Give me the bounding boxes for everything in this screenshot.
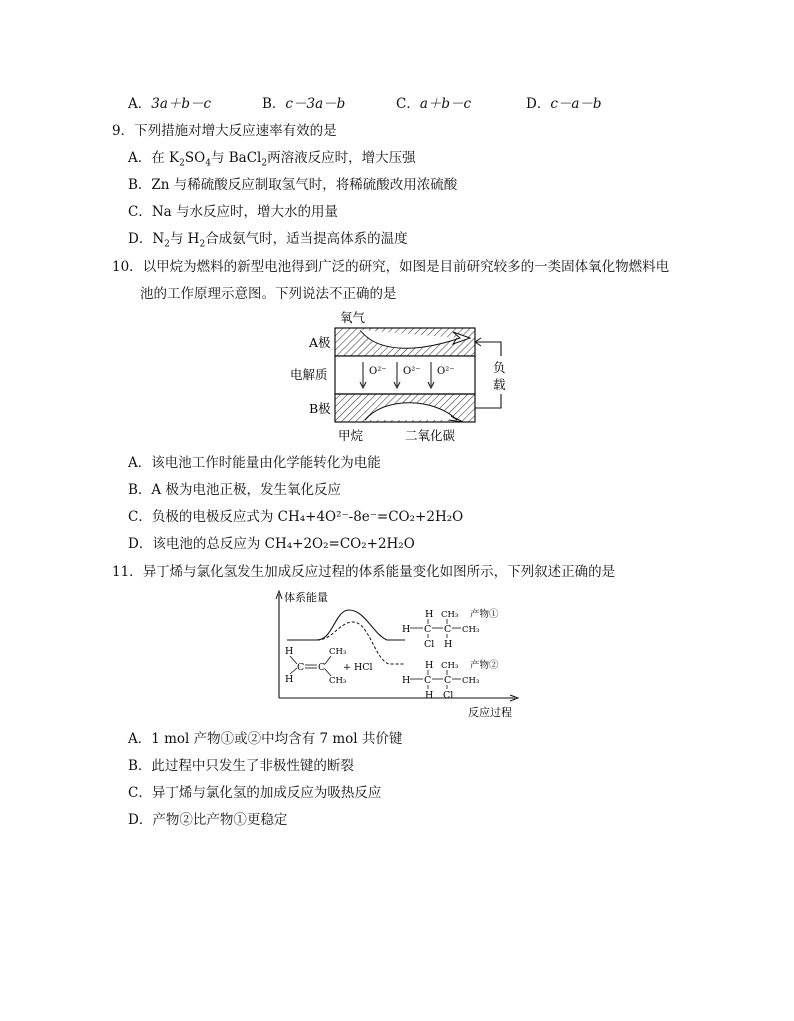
group-label: CH₃	[329, 647, 347, 657]
atom-label: H	[444, 639, 453, 650]
group-label: CH₃	[462, 676, 480, 686]
atom-label: Cl	[424, 639, 435, 650]
option-letter: D．	[526, 96, 551, 112]
load-label-1: 负	[493, 360, 506, 375]
option-text: 1 mol 产物①或②中均含有 7 mol 共价键	[151, 731, 403, 747]
option-letter: C．	[128, 509, 152, 525]
option-text: 两溶液反应时，增大压强	[267, 150, 416, 166]
b-pole-label: B极	[309, 401, 331, 416]
q10-option-c	[128, 508, 463, 526]
option-letter: D．	[128, 536, 153, 552]
atom-label: H	[425, 690, 434, 701]
oxygen-label: 氧气	[340, 310, 366, 325]
option-letter: D．	[128, 231, 153, 247]
atom-label: C	[444, 624, 452, 635]
q10-option-a	[128, 454, 381, 472]
q10-stem	[112, 258, 669, 276]
option-letter: D．	[128, 812, 153, 828]
option-letter: B．	[128, 177, 152, 193]
option-letter: A．	[128, 96, 152, 112]
option-letter: A．	[128, 731, 152, 747]
q8-option-c	[396, 95, 471, 113]
option-letter: C．	[128, 204, 152, 220]
ion-label: O²⁻	[369, 366, 387, 377]
product2-label: 产物②	[470, 660, 499, 671]
q9-option-c	[128, 203, 338, 221]
y-axis-label: 体系能量	[284, 591, 328, 604]
isobutene-structure	[285, 646, 373, 686]
q11-option-c	[128, 784, 381, 802]
group-label: CH₃	[441, 661, 459, 671]
load-label-2: 载	[493, 377, 506, 392]
atom-label: H	[285, 646, 294, 657]
option-text: a＋b－c	[419, 96, 472, 112]
q11-option-a	[128, 730, 402, 748]
subscript: 4	[205, 158, 211, 169]
atom-label: C	[424, 675, 432, 686]
group-label: CH₃	[329, 676, 347, 686]
q9-option-a	[128, 149, 416, 173]
option-letter: B．	[262, 96, 286, 112]
fuel-cell-diagram	[285, 308, 525, 448]
option-text: 合成氨气时，适当提高体系的温度	[205, 231, 408, 247]
q11-option-d	[128, 811, 287, 829]
option-text: 在 K	[151, 150, 180, 166]
group-label: CH₃	[462, 625, 480, 635]
q8-option-a	[128, 95, 211, 113]
product1-label: 产物①	[470, 609, 499, 620]
question-text: 以甲烷为燃料的新型电池得到广泛的研究，如图是目前研究较多的一类固体氧化物燃料电	[142, 259, 670, 275]
q8-option-d	[526, 95, 602, 113]
co2-label: 二氧化碳	[405, 428, 456, 443]
option-text: 产物②比产物①更稳定	[152, 812, 288, 828]
group-label: CH₃	[441, 610, 459, 620]
subscript: 2	[179, 158, 185, 169]
option-text: 3a＋b－c	[151, 96, 212, 112]
option-text: A 极为电池正极，发生氧化反应	[151, 482, 341, 498]
ion-label: O²⁻	[437, 366, 455, 377]
option-text: 与 BaCl	[210, 150, 262, 166]
atom-label: C	[318, 662, 326, 673]
q10-option-b	[128, 481, 341, 499]
option-letter: C．	[128, 785, 152, 801]
option-letter: B．	[128, 482, 152, 498]
subscript: 2	[164, 239, 170, 250]
atom-label: Cl	[443, 690, 454, 701]
option-text: 异丁烯与氯化氢的加成反应为吸热反应	[151, 785, 382, 801]
option-text: N	[152, 231, 165, 247]
atom-label: C	[297, 662, 305, 673]
question-text: 下列措施对增大反应速率有效的是	[134, 123, 337, 139]
option-text: c－a－b	[550, 96, 602, 112]
option-text: 与 H	[169, 231, 200, 247]
question-number: 11．	[112, 564, 143, 580]
q10-option-d	[128, 535, 415, 553]
subscript: 2	[199, 239, 206, 250]
q11-stem	[112, 563, 615, 581]
option-text: 该电池工作时能量由化学能转化为电能	[151, 455, 381, 471]
atom-label: H	[402, 675, 411, 686]
energy-profile-diagram	[265, 588, 540, 723]
option-letter: B．	[128, 758, 152, 774]
q9-option-b	[128, 176, 457, 194]
option-letter: C．	[396, 96, 420, 112]
option-text: Na 与水反应时，增大水的用量	[151, 204, 338, 220]
question-number: 9．	[112, 123, 135, 139]
a-pole-label: A极	[309, 335, 331, 350]
q10-stem-line2	[140, 285, 397, 303]
q9-stem	[112, 122, 337, 140]
option-text: c－3a－b	[285, 96, 346, 112]
q9-option-d	[128, 230, 408, 254]
q8-option-b	[262, 95, 345, 113]
product1-structure	[402, 608, 499, 650]
option-text: Zn 与稀硫酸反应制取氢气时，将稀硫酸改用浓硫酸	[151, 177, 458, 193]
atom-label: C	[424, 624, 432, 635]
electrolyte-label: 电解质	[290, 367, 328, 382]
hcl-label: + HCl	[343, 662, 373, 673]
atom-label: H	[402, 624, 411, 635]
subscript: 2	[261, 158, 268, 169]
option-text: 此过程中只发生了非极性键的断裂	[151, 758, 354, 774]
option-letter: A．	[128, 150, 152, 166]
pathway-curve-1	[287, 610, 405, 640]
atom-label: H	[285, 674, 294, 685]
atom-label: H	[425, 660, 434, 671]
product2-structure	[402, 659, 499, 701]
atom-label: C	[444, 675, 452, 686]
question-number: 10．	[112, 259, 143, 275]
methane-label: 甲烷	[338, 428, 364, 443]
x-axis-label: 反应过程	[468, 706, 512, 719]
ion-label: O²⁻	[403, 366, 421, 377]
option-text: 该电池的总反应为 CH₄+2O₂=CO₂+2H₂O	[152, 536, 415, 552]
option-text: SO	[184, 150, 206, 166]
atom-label: H	[425, 609, 434, 620]
question-text: 池的工作原理示意图。下列说法不正确的是	[140, 286, 397, 302]
option-letter: A．	[128, 455, 152, 471]
question-text: 异丁烯与氯化氢发生加成反应过程的体系能量变化如图所示，下列叙述正确的是	[142, 564, 616, 580]
q11-option-b	[128, 757, 354, 775]
option-text: 负极的电极反应式为 CH₄+4O²⁻-8e⁻=CO₂+2H₂O	[151, 509, 464, 525]
